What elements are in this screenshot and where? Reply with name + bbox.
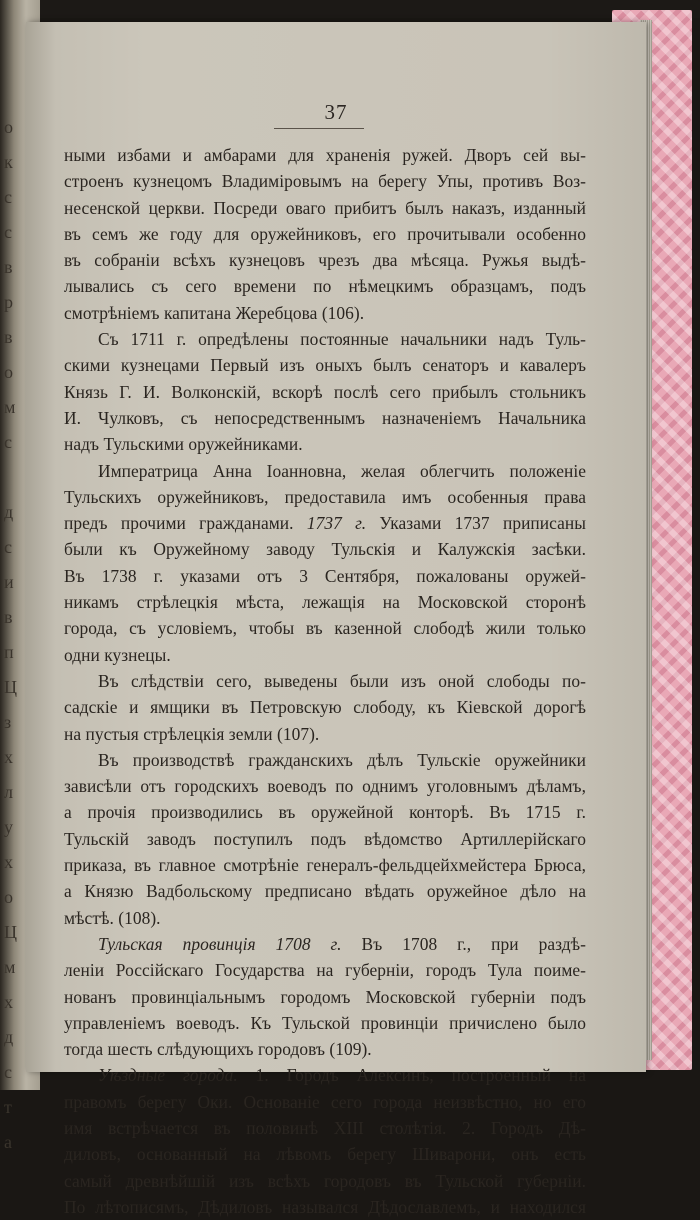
book-page [26, 22, 646, 1217]
text-line: правомъ берегу Оки. Основаніе сего города неизвѣстно, но его [64, 1091, 586, 1112]
text-line: И. Чулковъ, съ непосредственнымъ назначеніемъ Начальника [64, 407, 586, 428]
text-line: въ семъ же году для оружейниковъ, его прочитывали особенно [64, 223, 586, 244]
text-line: Тульская провинція 1708 г. Въ 1708 г., при раздѣ- [98, 933, 586, 954]
text-line: нованъ провинціальнымъ городомъ Московской губерніи подъ [64, 986, 586, 1007]
text-line: Въ 1738 г. указами отъ 3 Сентября, пожалованы оружей- [64, 565, 586, 586]
background-top [40, 0, 700, 18]
text-line: а прочія производились въ оружейной конторѣ. Въ 1715 г. [64, 802, 586, 823]
italic-text: Уѣздные города. [98, 1065, 238, 1086]
text-line: имя встрѣчается въ половинѣ XIII столѣтія. 2. Городъ Дѣ- [64, 1117, 586, 1138]
text-line: садскіе и ямщики въ Петровскую слободу, къ Кіевской дорогѣ [64, 697, 586, 718]
text-line: на пустыя стрѣлецкія земли (107). [64, 723, 320, 744]
text-line: Тульскій заводъ поступилъ подъ вѣдомство Артиллерійскаго [64, 828, 586, 849]
text-line: Уѣздные города. 1. Городъ Алексинъ, построенный на [98, 1065, 587, 1086]
text-line: управленіемъ воеводъ. Къ Тульской провинціи причислено было [64, 1012, 586, 1033]
text-line: смотрѣніемъ капитана Жеребцова (106). [64, 302, 365, 323]
italic-text: Тульская провинція 1708 г. [98, 933, 342, 954]
italic-text: 1737 г. [306, 513, 367, 534]
text-line: никамъ стрѣлецкія мѣста, лежащія на Московской сторонѣ [64, 592, 586, 613]
text-line: самый древнѣйшій изъ всѣхъ городовъ въ Тульской губерніи. [64, 1170, 586, 1191]
page-text-body [64, 142, 586, 1220]
text-line: а Князю Вадбольскому предписано вѣдать оружейное дѣло на [64, 881, 586, 902]
text-line: мѣстѣ. (108). [64, 907, 161, 928]
text-line: были къ Оружейному заводу Тульскія и Калужскія засѣки. [64, 539, 586, 560]
text-line: леніи Россійскаго Государства на губерніи, городъ Тула поиме- [64, 960, 586, 981]
text-line: въ собраніи всѣхъ кузнецовъ чрезъ два мѣсяца. Ружья выдѣ- [64, 250, 586, 271]
text-line: По лѣтописямъ, Дѣдиловъ назывался Дѣдославлемъ, и находился [64, 1196, 586, 1217]
text-line: Съ 1711 г. опредѣлены постоянные начальники надъ Туль- [98, 329, 586, 350]
text-line: предъ прочими гражданами. 1737 г. Указами 1737 приписаны [64, 513, 586, 534]
text-line: Въ слѣдствіи сего, выведены были изъ оной слободы по- [98, 670, 586, 691]
text-line: тогда шесть слѣдующихъ городовъ (109). [64, 1039, 372, 1060]
text-line: несенской церкви. Посреди оваго прибитъ былъ наказъ, изданный [64, 197, 586, 218]
left-page-text-fragment: о к с с в р в о м с д с и в п Ц з х л у х о Ц м х д с т а [4, 117, 16, 1152]
text-line: строенъ кузнецомъ Владиміровымъ на берегу Упы, противъ Воз- [64, 171, 586, 192]
text-line: приказа, въ главное смотрѣніе генералъ-фельдцейхмейстера Брюса, [64, 855, 586, 876]
page-number: 37 [324, 100, 348, 124]
text-line: диловъ, основанный на лѣвомъ берегу Шиварони, онъ есть [64, 1144, 586, 1165]
text-line: Въ производствѣ гражданскихъ дѣлъ Тульскіе оружейники [98, 749, 586, 770]
text-line: Князь Г. И. Волконскій, вскорѣ послѣ сего прибылъ стольникъ [64, 381, 586, 402]
text-line: Тульскихъ оружейниковъ, предоставила имъ особенныя права [64, 486, 586, 507]
text-line: ными избами и амбарами для храненія ружей. Дворъ сей вы- [64, 145, 586, 165]
text-line: скими кузнецами Первый изъ оныхъ былъ сенаторъ и кавалеръ [64, 355, 586, 376]
text-line: города, съ условіемъ, чтобы въ казенной слободѣ жили только [64, 618, 586, 639]
text-line: надъ Тульскими оружейниками. [64, 434, 303, 455]
page-number-rule [274, 128, 364, 129]
text-line: одни кузнецы. [64, 644, 171, 665]
text-line: зависѣли отъ городскихъ воеводъ по однимъ уголовнымъ дѣламъ, [64, 776, 586, 797]
text-line: Императрица Анна Іоанновна, желая облегчить положеніе [98, 460, 586, 481]
text-line: лывались съ сего времени по нѣмецкимъ образцамъ, подъ [64, 276, 586, 297]
